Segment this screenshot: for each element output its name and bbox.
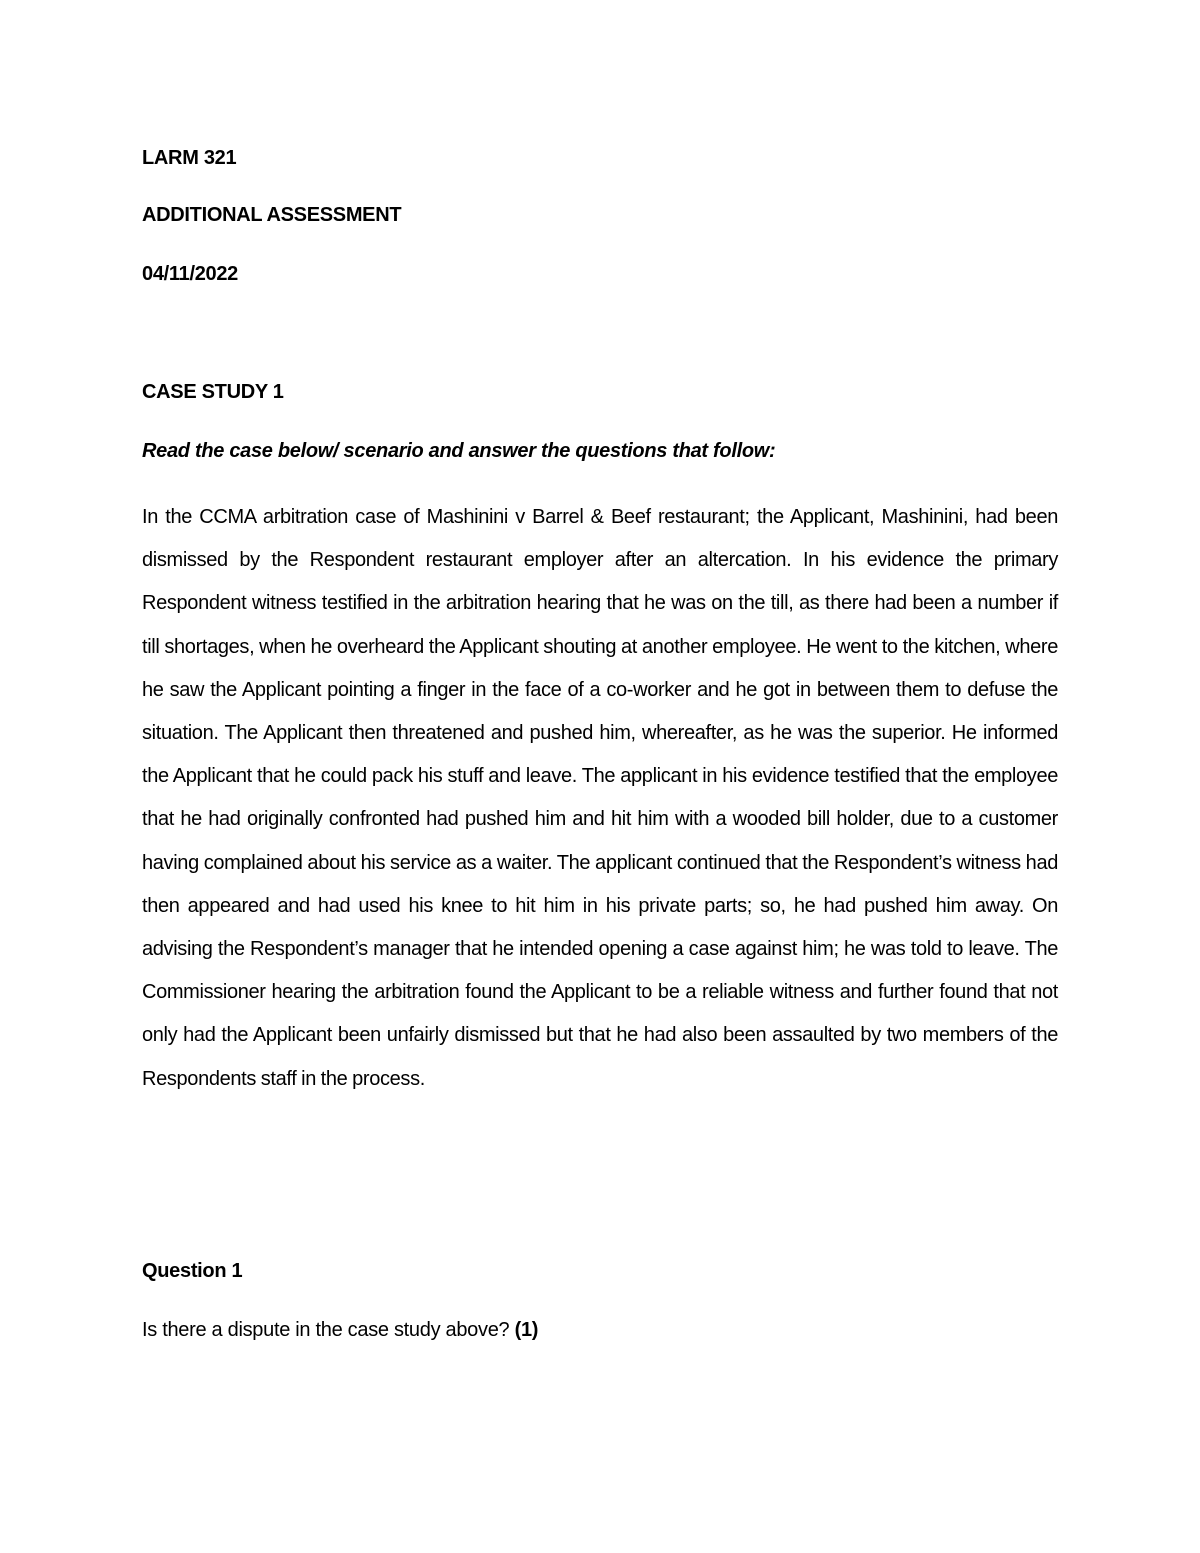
question-title: Question 1 [142,1260,243,1282]
assessment-type: ADDITIONAL ASSESSMENT [142,204,402,226]
assessment-date: 04/11/2022 [142,263,238,285]
question-1-text: Is there a dispute in the case study above? [142,1319,510,1341]
case-study-text: In the CCMA arbitration case of Mashinini v Barrel & Beef restaurant; the Applicant, Mashinini, had been dismissed by the Respondent restaurant employer after an altercation. In his evidence the primary Respondent witness testified in the arbitration hearing that he was on the till, as there had been a number if till shortages, when he overheard the Applicant shouting at another employee. He went to the kitchen, where he saw the Applicant pointing a finger in the face of a co-worker and he got in between them to defuse the situation. The Applicant then threatened and pushed him, whereafter, as he was the superior. He informed the Applicant that he could pack his stuff and leave. The applicant in his evidence testified that the employee that he had originally confronted had pushed him and hit him with a wooded bill holder, due to a customer having complained about his service as a waiter. The applicant continued that the Respondent’s witness had then appeared and had used his knee to hit him in his private parts; so, he had pushed him away. On advising the Respondent’s manager that he intended opening a case against him; he was told to leave. The Commissioner hearing the arbitration found the Applicant to be a reliable witness and further found that not only had the Applicant been unfairly dismissed but that he had also been assaulted by two members of the Respondents staff in the process. [142,506,1058,1090]
question-1 [142,1318,538,1342]
question-1-marks: (1) [514,1319,539,1341]
case-study-title: CASE STUDY 1 [142,381,284,403]
course-code: LARM 321 [142,147,237,169]
case-instruction: Read the case below/ scenario and answer the questions that follow: [142,440,776,462]
